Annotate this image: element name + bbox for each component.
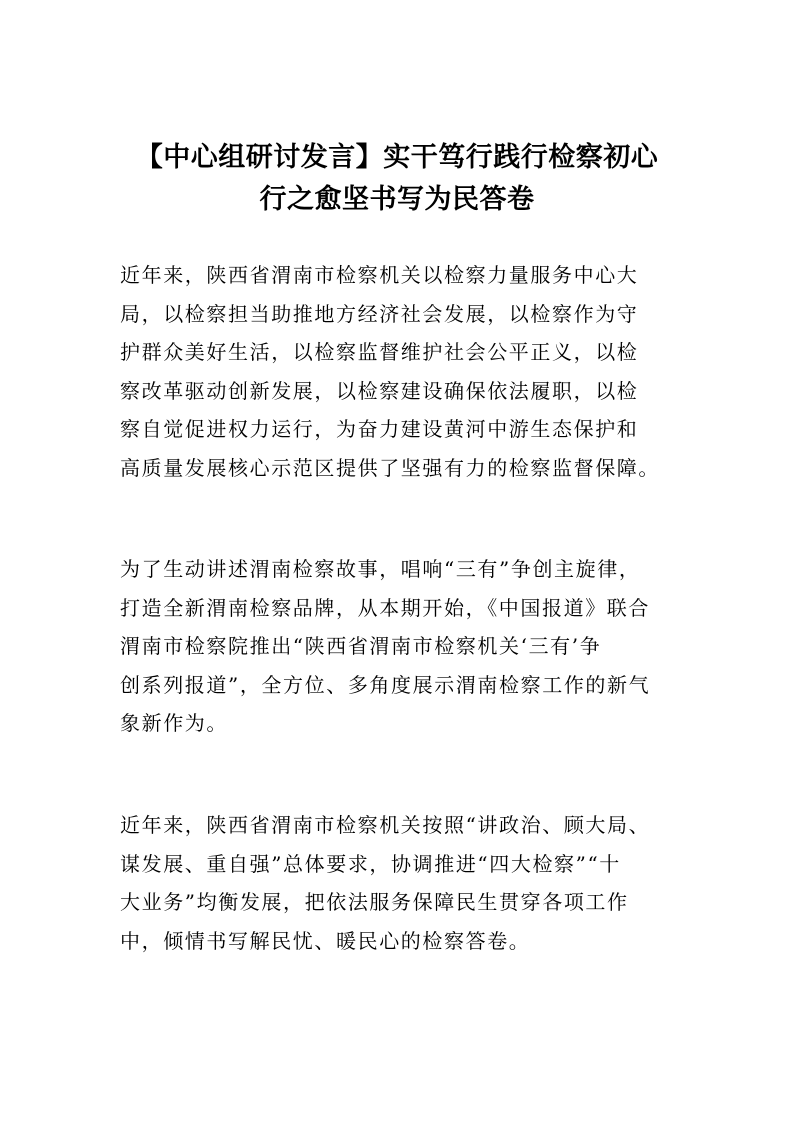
paragraph-line: 察改革驱动创新发展，以检察建设确保依法履职，以检 — [120, 378, 639, 403]
paragraph-2 — [120, 550, 690, 743]
paragraph-line: 创系列报道”，全方位、多角度展示渭南检察工作的新气 — [120, 672, 651, 697]
title-line: 【中心组研讨发言】实干笃行践行检察初心 — [135, 142, 659, 173]
paragraph-line: 谋发展、重自强”总体要求，协调推进“四大检察”“十 — [120, 851, 621, 876]
paragraph-line: 察自觉促进权力运行，为奋力建设黄河中游生态保护和 — [120, 417, 639, 441]
paragraph-line: 象新作为。 — [120, 711, 228, 735]
paragraph-1 — [120, 256, 690, 487]
document-title — [60, 137, 734, 221]
paragraph-line: 大业务”均衡发展，把依法服务保障民生贯穿各项工作 — [120, 890, 629, 914]
paragraph-line: 护群众美好生活，以检察监督维护社会公平正义，以检 — [120, 340, 639, 364]
paragraph-line: 为了生动讲述渭南检察故事，唱响“三有”争创主旋律， — [120, 557, 641, 581]
paragraph-line: 高质量发展核心示范区提供了坚强有力的检察监督保障。 — [120, 455, 660, 480]
title-line: 行之愈坚书写为民答卷 — [259, 184, 535, 215]
paragraph-line: 局，以检察担当助推地方经济社会发展，以检察作为守 — [120, 301, 639, 326]
paragraph-line: 近年来，陕西省渭南市检察机关以检察力量服务中心大 — [120, 263, 639, 287]
paragraph-line: 近年来，陕西省渭南市检察机关按照“讲政治、顾大局、 — [120, 813, 651, 837]
paragraph-line: 打造全新渭南检察品牌，从本期开始，《中国报道》联合 — [120, 595, 650, 620]
paragraph-3 — [120, 806, 690, 960]
paragraph-line: 中，倾情书写解民忧、暖民心的检察答卷。 — [120, 928, 531, 953]
paragraph-line: 渭南市检察院推出“陕西省渭南市检察机关‘三有’争 — [120, 634, 602, 658]
